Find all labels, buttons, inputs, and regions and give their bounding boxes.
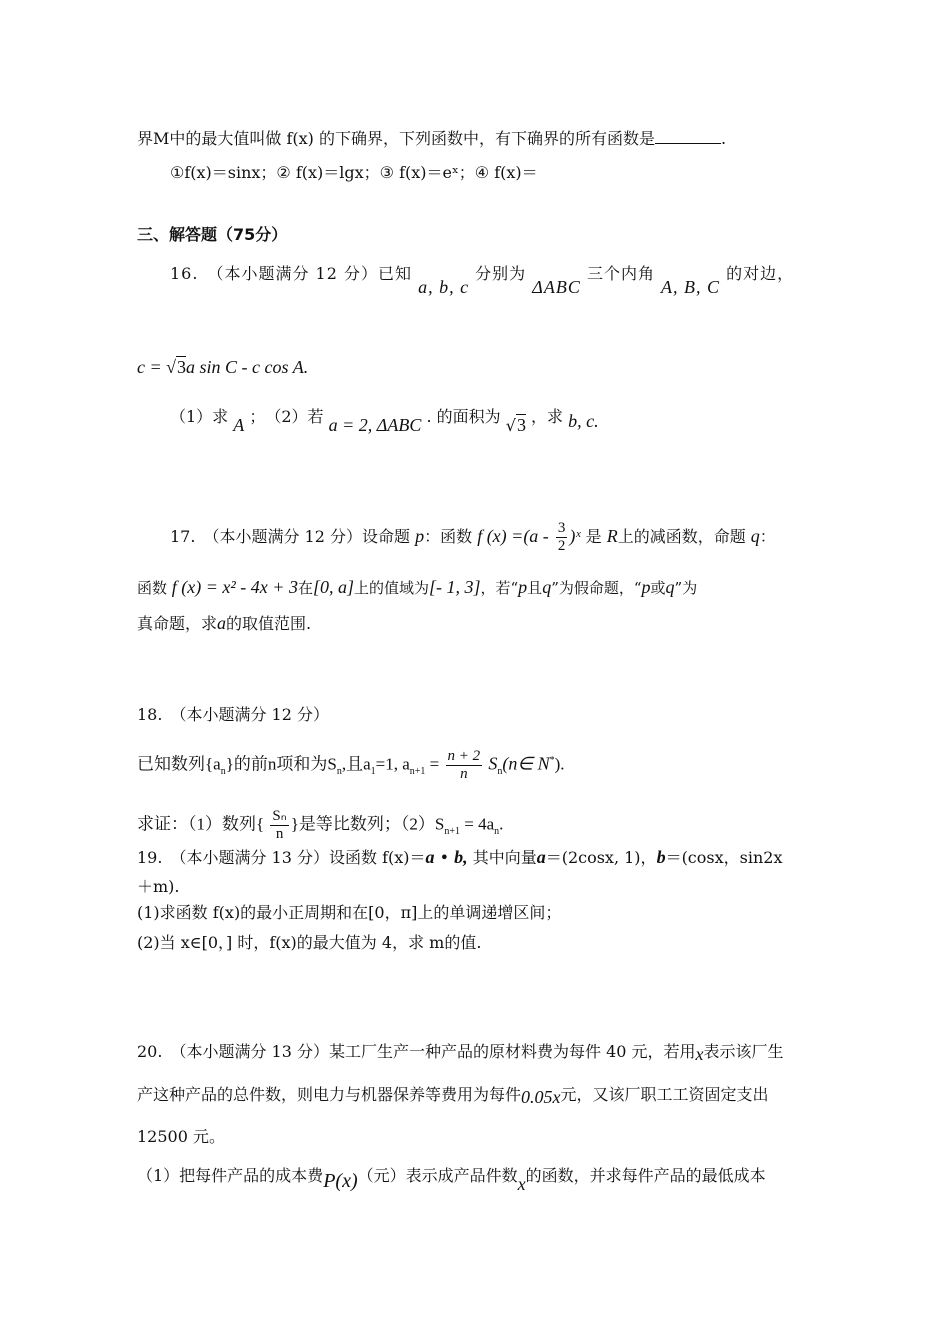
p15-text: 界M中的最大值叫做 f(x) 的下确界，下列函数中，有下确界的所有函数是 — [137, 129, 655, 148]
q18-l2e: = — [425, 754, 440, 774]
q17-pow: )ˣ — [569, 526, 581, 546]
q20-l1b: 表示该厂生 — [703, 1042, 784, 1061]
q18-sub-n: n — [220, 765, 226, 777]
q16-angles: A, B, C — [661, 277, 721, 297]
p15-options: ①f(x)＝sinx；② f(x)＝lgx；③ f(x)＝eˣ；④ f(x)＝ — [170, 163, 538, 182]
q18-l2b: }的前n项和为S — [225, 754, 337, 774]
q17-interval1: [0, a] — [312, 577, 354, 597]
q18-line3 — [137, 808, 503, 843]
q20-l2b: 元，又该厂职工工资固定支出 — [560, 1085, 769, 1104]
q18-lead: 18. （本小题满分 12 分） — [137, 705, 329, 724]
q18-sub-n5: n — [494, 825, 500, 837]
q16-part1: （1）求 — [170, 407, 229, 426]
q16-mid2: 三个内角 — [586, 264, 655, 283]
q16-part2: ； （2）若 — [249, 407, 324, 426]
q19-l3: (1)求函数 f(x)的最小正周期和在[0，π]上的单调递增区间； — [137, 903, 562, 922]
q16-eq-sqrt3: 3 — [177, 357, 187, 377]
q17-t4: ： — [759, 527, 776, 546]
q18-sub-1: 1 — [370, 765, 376, 777]
q19-l1b: 其中向量 — [467, 848, 537, 867]
q20-px: P(x) — [323, 1170, 358, 1192]
q16-equation — [137, 356, 308, 378]
q17-fraction — [556, 520, 568, 555]
q16-mid1: 分别为 — [475, 264, 527, 283]
q17-l2a: 函数 — [137, 579, 168, 597]
q16-part2-sqrt3: 3 — [516, 415, 526, 435]
q19-dot: • — [434, 848, 455, 867]
q18-domain: (n∈ N — [502, 753, 550, 774]
q18-frac-den: n — [460, 766, 468, 782]
p15-period: . — [721, 129, 727, 148]
q19-vec-a2: a — [536, 847, 546, 867]
q19-vec-b2: b — [656, 847, 666, 867]
q18-S: S — [488, 753, 498, 774]
q16-line1 — [170, 262, 795, 297]
q17-p: p — [415, 526, 425, 546]
answer-blank[interactable] — [655, 129, 721, 144]
q20-line1 — [137, 1040, 784, 1063]
q20-l4c: 的函数，并求每件产品的最低成本 — [525, 1166, 766, 1185]
q19-vec-a: a — [425, 847, 435, 867]
q20-x2: x — [517, 1174, 526, 1194]
q16-lead: 16. （本小题满分 12 分）已知 — [170, 264, 412, 283]
section-heading — [137, 224, 287, 246]
q20-x1: x — [695, 1044, 704, 1064]
q17-t1: ：函数 — [424, 527, 473, 546]
q16-parts — [170, 405, 599, 435]
q17-t3: 上的减函数，命题 — [617, 527, 746, 546]
q20-l1a: 20. （本小题满分 13 分）某工厂生产一种产品的原材料费为每件 40 元，若用 — [137, 1042, 696, 1061]
q17-l2e: 且 — [527, 579, 543, 597]
q18-l3c: = 4a — [460, 814, 495, 834]
q16-end: 的对边， — [726, 264, 795, 283]
q19-vec-b: b, — [454, 847, 468, 867]
q18-sub-n2: n — [336, 765, 342, 777]
section-title: 三、解答题（75分） — [137, 225, 288, 244]
q20-l3: 12500 元。 — [137, 1127, 225, 1146]
q16-part2-cond: a = 2, ΔABC — [328, 415, 422, 435]
q16-triangle: ΔABC — [532, 277, 581, 297]
q19-l2: ＋m). — [137, 877, 180, 896]
q16-part2-vars: b, c. — [568, 411, 599, 431]
q17-l3b: 的取值范围. — [226, 614, 312, 633]
q20-l4b: （元）表示成产品件数 — [357, 1166, 518, 1185]
q18-line2 — [137, 748, 565, 783]
q18-line1 — [137, 704, 329, 726]
q17-R: R — [606, 526, 618, 546]
q18-frac-num: n + 2 — [447, 748, 481, 764]
p15-line2 — [170, 162, 538, 184]
q19-l1d: ＝(cosx，sin2x — [665, 848, 783, 867]
q17-p3: p — [641, 577, 651, 597]
q20-line2 — [137, 1083, 769, 1106]
q17-l3a: 真命题，求 — [137, 614, 218, 633]
q17-l2c: 上的值域为 — [353, 579, 429, 597]
q18-l2d: =1, a — [375, 754, 410, 774]
q18-l2c: ,且a — [341, 754, 371, 774]
q19-line2 — [137, 876, 180, 898]
q17-f1: f (x) =(a - — [477, 526, 549, 546]
q18-l3d: . — [499, 814, 504, 834]
q17-line3 — [137, 612, 311, 635]
q18-sub-n4: n+1 — [444, 825, 461, 837]
q17-l2b: 在 — [297, 579, 313, 597]
q19-l1c: ＝(2cosx, 1)， — [545, 848, 657, 867]
q18-l2h: ). — [554, 754, 565, 774]
q19-l1a: 19. （本小题满分 13 分）设函数 f(x)＝ — [137, 848, 426, 867]
q18-sn-frac-den: n — [275, 826, 284, 842]
q16-eq-rest: a sin C - c cos A. — [186, 357, 309, 377]
q17-frac-den: 2 — [557, 538, 566, 554]
q18-sup-star: * — [549, 754, 555, 766]
q19-line1 — [137, 846, 782, 869]
q18-l3b: }是等比数列；（2）S — [290, 814, 445, 834]
q16-part2-ask: ，求 — [531, 407, 564, 426]
q16-eq-c: c = — [137, 357, 162, 377]
q20-line4 — [137, 1164, 766, 1194]
q19-l4: (2)当 x∈[0，] 时，f(x)的最大值为 4，求 m的值. — [137, 933, 482, 952]
q17-q3: q — [665, 577, 675, 597]
q17-line1 — [170, 520, 776, 555]
q18-l2a: 已知数列{a — [137, 754, 221, 774]
q18-sn-fraction — [270, 808, 288, 843]
q17-l2g: 或 — [650, 579, 666, 597]
q17-f2: f (x) = x² - 4x + 3 — [171, 577, 298, 597]
q17-t2: 是 — [585, 527, 602, 546]
q19-line3 — [137, 902, 561, 924]
q18-sn-frac-num: Sₙ — [272, 808, 287, 824]
q17-l2h: ”为 — [674, 579, 698, 597]
q20-expr: 0.05x — [521, 1087, 561, 1107]
q17-line2 — [137, 576, 697, 599]
q17-l2d: ，若“ — [480, 579, 519, 597]
q18-sub-n3: n — [497, 765, 503, 777]
q19-line4 — [137, 932, 481, 954]
q18-fraction — [446, 748, 483, 783]
sqrt-symbol: √ — [166, 357, 177, 377]
q16-part1-var: A — [233, 415, 245, 435]
q17-p2: p — [518, 577, 528, 597]
q20-l4a: （1）把每件产品的成本费 — [137, 1166, 324, 1185]
q20-line3 — [137, 1126, 225, 1148]
q17-q2: q — [542, 577, 552, 597]
q17-a: a — [217, 613, 227, 633]
p15-line1 — [137, 128, 726, 150]
q16-abc: a, b, c — [418, 277, 470, 297]
q18-l3a: 求证：（1）数列{ — [137, 814, 265, 834]
q17-frac-num: 3 — [557, 520, 566, 536]
q17-q: q — [750, 526, 760, 546]
q20-l2a: 产这种产品的总件数，则电力与机器保养等费用为每件 — [137, 1085, 522, 1104]
q17-lead: 17. （本小题满分 12 分）设命题 — [170, 527, 410, 546]
q16-part2-mid: . 的面积为 — [426, 407, 501, 426]
q17-l2f: ”为假命题，“ — [551, 579, 642, 597]
sqrt-symbol: √ — [505, 416, 516, 435]
q18-sub-n1: n+1 — [409, 765, 426, 777]
q17-interval2: [- 1, 3] — [428, 577, 481, 597]
